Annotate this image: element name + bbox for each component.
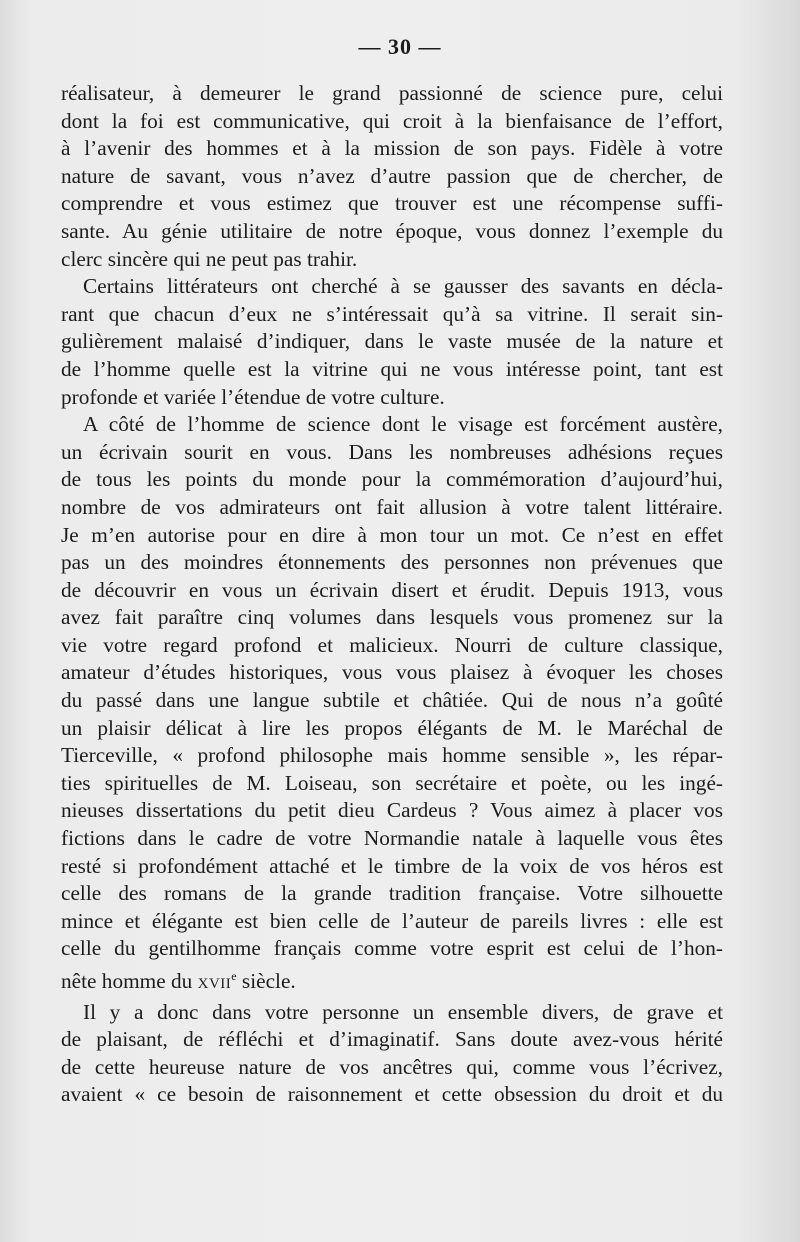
text-line: un écrivain sourit en vous. Dans les nombreuses adhésions reçues [61, 439, 723, 464]
paragraph-2 [61, 273, 723, 411]
text-line: avez fait paraître cinq volumes dans lesquels vous promenez sur la [61, 605, 723, 630]
text-line: vie votre regard profond et malicieux. Nourri de culture classique, [61, 632, 723, 657]
text-line: comprendre et vous estimez que trouver est une récompense suffi- [61, 191, 723, 216]
text-line [61, 963, 723, 999]
page-number: — 30 — [358, 34, 442, 59]
text-line: pas un des moindres étonnements des personnes non prévenues que [61, 550, 723, 575]
century-numeral: XVII [197, 976, 232, 993]
text-line: de découvrir en vous un écrivain disert et érudit. Depuis 1913, vous [61, 577, 723, 602]
text-line: celle des romans de la grande tradition française. Votre silhouette [61, 881, 723, 906]
text-line: Tierceville, « profond philosophe mais homme sensible », les répar- [61, 743, 723, 768]
text-line: nombre de vos admirateurs ont fait allusion à votre talent littéraire. [61, 494, 723, 519]
text-line: ties spirituelles de M. Loiseau, son secrétaire et poète, ou les ingé- [61, 770, 723, 795]
text-fragment: nête homme du [61, 969, 198, 994]
paragraph-3 [61, 411, 723, 999]
text-line: clerc sincère qui ne peut pas trahir. [61, 246, 358, 271]
text-line: Je m’en autorise pour en dire à mon tour un mot. Ce n’est en effet [61, 522, 723, 547]
text-line: un plaisir délicat à lire les propos élégants de M. le Maréchal de [61, 715, 723, 740]
body-text [61, 80, 723, 1109]
text-line: nieuses dissertations du petit dieu Cardeus ? Vous aimez à placer vos [61, 798, 723, 823]
text-line: celle du gentilhomme français comme votre esprit est celui de l’hon- [61, 936, 723, 961]
text-line: de cette heureuse nature de vos ancêtres qui, comme vous l’écrivez, [61, 1054, 723, 1079]
text-line: de l’homme quelle est la vitrine qui ne vous intéresse point, tant est [61, 356, 723, 381]
text-line: réalisateur, à demeurer le grand passionné de science pure, celui [61, 81, 723, 105]
text-line: gulièrement malaisé d’indiquer, dans le vaste musée de la nature et [61, 329, 723, 354]
text-line: sante. Au génie utilitaire de notre époque, vous donnez l’exemple du [61, 218, 723, 243]
text-line: nature de savant, vous n’avez d’autre passion que de chercher, de [61, 163, 723, 188]
text-line: A côté de l’homme de science dont le visage est forcément austère, [83, 412, 723, 437]
text-line: dont la foi est communicative, qui croit à la bienfaisance de l’effort, [61, 108, 723, 133]
text-line: Il y a donc dans votre personne un ensemble divers, de grave et [83, 999, 723, 1024]
text-line: mince et élégante est bien celle de l’auteur de pareils livres : elle est [61, 908, 723, 933]
ordinal-superscript: e [231, 969, 237, 983]
text-fragment: siècle. [236, 969, 296, 994]
text-line: profonde et variée l’étendue de votre culture. [61, 384, 445, 409]
text-line: de plaisant, de réfléchi et d’imaginatif. Sans doute avez-vous hérité [61, 1027, 723, 1052]
text-line: amateur d’études historiques, vous vous plaisez à évoquer les choses [61, 660, 723, 685]
text-line: du passé dans une langue subtile et châtiée. Qui de nous n’a goûté [61, 688, 723, 713]
paragraph-4 [61, 999, 723, 1109]
text-line: avaient « ce besoin de raisonnement et cette obsession du droit et du [61, 1082, 723, 1107]
text-line: resté si profondément attaché et le timbre de la voix de vos héros est [61, 853, 723, 878]
text-line: fictions dans le cadre de votre Normandie natale à laquelle vous êtes [61, 826, 723, 851]
text-line: à l’avenir des hommes et à la mission de son pays. Fidèle à votre [61, 136, 723, 161]
paragraph-1 [61, 80, 723, 273]
text-line: rant que chacun d’eux ne s’intéressait qu’à sa vitrine. Il serait sin- [61, 301, 723, 326]
text-line: de tous les points du monde pour la commémoration d’aujourd’hui, [61, 467, 723, 492]
text-line: Certains littérateurs ont cherché à se gausser des savants en décla- [83, 274, 723, 299]
